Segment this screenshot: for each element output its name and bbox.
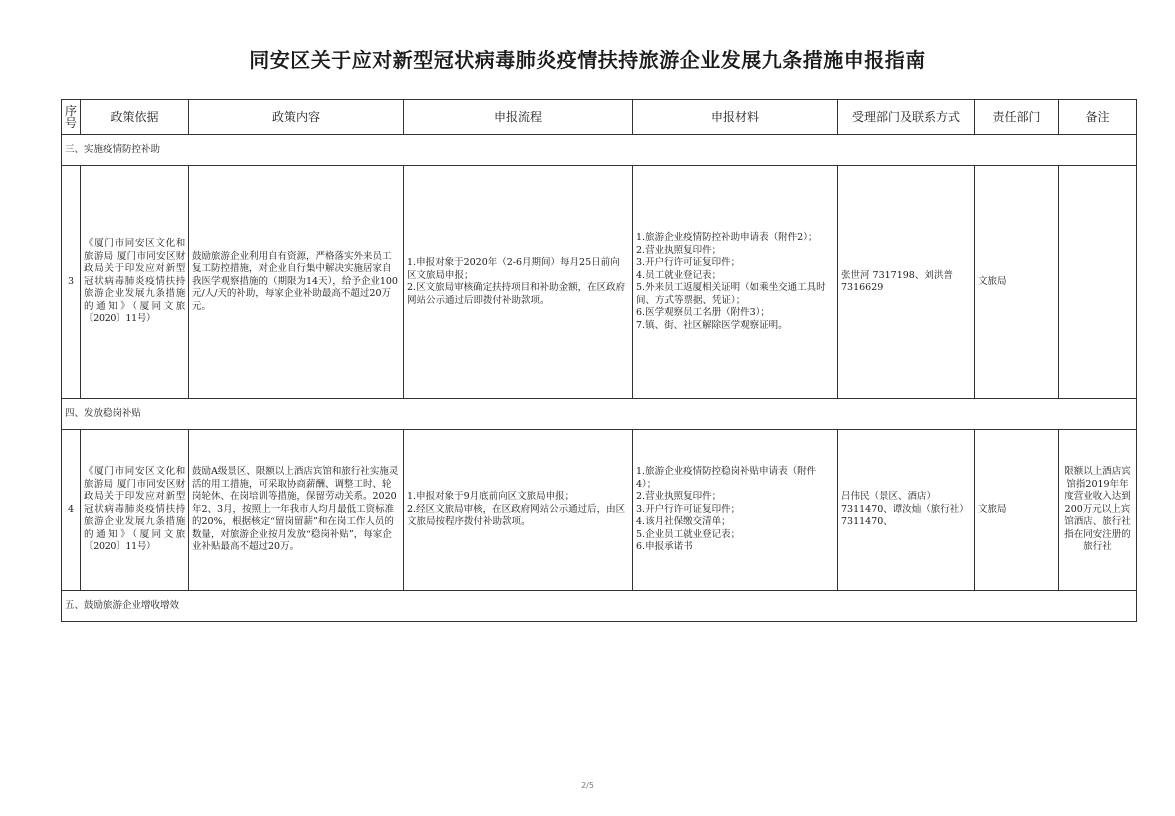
process-step: 2.经区文旅局审核，在区政府网站公示通过后，由区文旅局按程序拨付补助款项。 xyxy=(407,503,626,528)
material-item: 3.开户行许可证复印件； xyxy=(636,257,741,268)
material-item: 5.外来员工返厦相关证明（如乘坐交通工具时间、方式等票据、凭证）； xyxy=(636,282,826,306)
header-content: 政策内容 xyxy=(189,100,404,135)
page-number: 2/5 xyxy=(581,781,594,790)
section-row xyxy=(62,135,1137,166)
material-item: 4.该月社保缴交清单； xyxy=(636,516,731,528)
row-basis: 《厦门市同安区文化和旅游局 厦门市同安区财政局关于印发应对新型冠状病毒肺炎疫情扶持旅游企业发展九条措施的通知》（厦同文旅〔2020〕11号） xyxy=(81,430,189,591)
material-item: 1.旅游企业疫情防控补助申请表（附件2）； xyxy=(636,232,818,243)
process-step: 2.区文旅局审核确定扶持项目和补助金额，在区政府网站公示通过后即拨付补助款项。 xyxy=(407,282,626,306)
row-seq: 4 xyxy=(62,430,81,591)
row-process xyxy=(404,430,633,591)
policy-table xyxy=(61,99,1137,622)
section-row xyxy=(62,399,1137,430)
table-header-row xyxy=(62,100,1137,135)
process-step: 1.申报对象于2020年（2-6月期间）每月25日前向区文旅局申报； xyxy=(407,257,620,281)
row-contact: 张世河 7317198、刘洪普 7316629 xyxy=(838,166,975,399)
row-content: 鼓励A级景区、限额以上酒店宾馆和旅行社实施灵活的用工措施，可采取协商薪酬、调整工时、轮岗轮休、在岗培训等措施，保留劳动关系。2020年2、3月，按照上一年我市人均月最低工资标准的20%，根据核定“留岗留薪”和在岗工作人员的数量，对旅游企业按月发放“稳岗补贴”，每家企业补贴最高不超过20万。 xyxy=(189,430,404,591)
material-item: 2.营业执照复印件； xyxy=(636,491,722,503)
section-row xyxy=(62,591,1137,622)
material-item: 6.医学观察员工名册（附件3）； xyxy=(636,307,770,318)
header-note: 备注 xyxy=(1059,100,1137,135)
section-title: 三、实施疫情防控补助 xyxy=(62,135,1137,166)
row-basis: 《厦门市同安区文化和旅游局 厦门市同安区财政局关于印发应对新型冠状病毒肺炎疫情扶持旅游企业发展九条措施的通知》（厦同文旅〔2020〕11号） xyxy=(81,166,189,399)
row-contact: 吕伟民（景区、酒店）7311470、谭汝灿（旅行社）7311470、 xyxy=(838,430,975,591)
material-item: 1.旅游企业疫情防控稳岗补贴申请表（附件4）； xyxy=(636,466,817,490)
page-title: 同安区关于应对新型冠状病毒肺炎疫情扶持旅游企业发展九条措施申报指南 xyxy=(249,48,926,72)
material-item: 4.员工就业登记表； xyxy=(636,269,722,281)
header-basis: 政策依据 xyxy=(81,100,189,135)
material-item: 3.开户行许可证复印件； xyxy=(636,503,741,515)
header-contact: 受理部门及联系方式 xyxy=(838,100,975,135)
header-seq: 序号 xyxy=(62,100,81,135)
header-dept: 责任部门 xyxy=(975,100,1059,135)
row-seq: 3 xyxy=(62,166,81,399)
row-materials xyxy=(633,166,838,399)
material-item: 7.镇、街、社区解除医学观察证明。 xyxy=(636,319,788,331)
material-item: 5.企业员工就业登记表； xyxy=(636,528,741,540)
header-materials: 申报材料 xyxy=(633,100,838,135)
row-dept: 文旅局 xyxy=(975,166,1059,399)
header-process: 申报流程 xyxy=(404,100,633,135)
row-process xyxy=(404,166,633,399)
row-dept: 文旅局 xyxy=(975,430,1059,591)
material-item: 6.申报承诺书 xyxy=(636,541,693,553)
process-step: 1.申报对象于9月底前向区文旅局申报； xyxy=(407,491,575,503)
row-note xyxy=(1059,166,1137,399)
section-title: 四、发放稳岗补贴 xyxy=(62,399,1137,430)
row-materials xyxy=(633,430,838,591)
row-note: 限额以上酒店宾馆指2019年年度营业收入达到200万元以上宾馆酒店、旅行社指在同安注册的旅行社 xyxy=(1059,430,1137,591)
material-item: 2.营业执照复印件； xyxy=(636,244,722,256)
section-title: 五、鼓励旅游企业增收增效 xyxy=(62,591,1137,622)
table-row xyxy=(62,166,1137,399)
row-content: 鼓励旅游企业利用自有资源，严格落实外来员工复工防控措施，对企业自行集中解决实施居家自我医学观察措施的（期限为14天），给予企业100元/人/天的补助，每家企业补助最高不超过20万元。 xyxy=(189,166,404,399)
table-row xyxy=(62,430,1137,591)
